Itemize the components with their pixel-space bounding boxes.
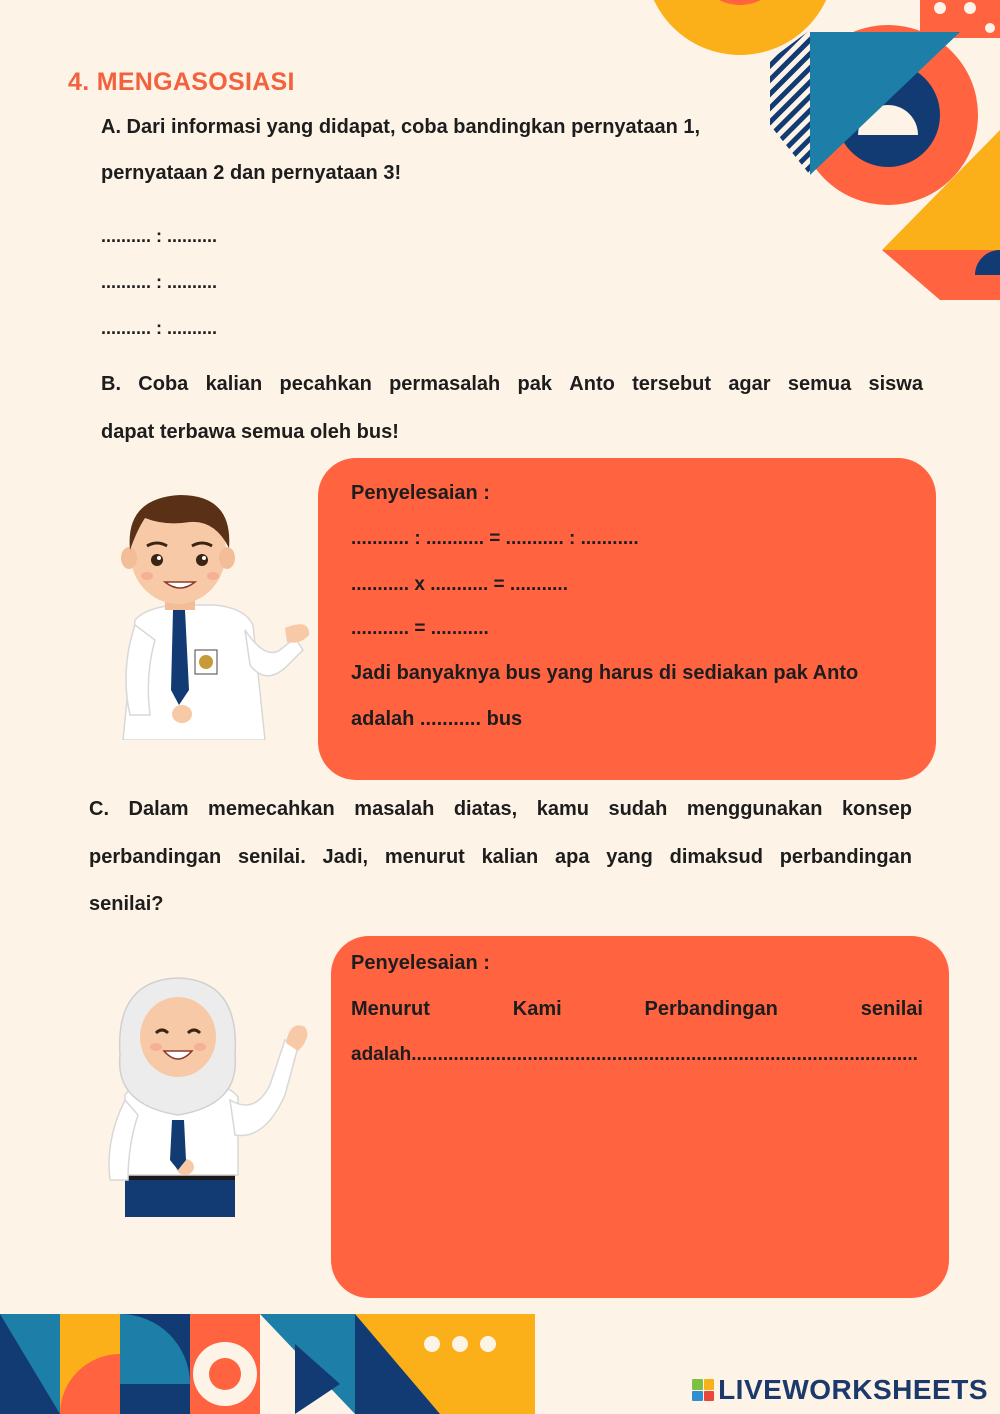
word: C.: [89, 798, 109, 820]
question-b-line-1: [101, 373, 923, 396]
solution-b-equation-2[interactable]: ........... x ........... = ...........: [351, 574, 568, 595]
word: yang: [606, 846, 653, 868]
student-boy-illustration: [105, 490, 315, 740]
answer-blank-1[interactable]: .......... : ..........: [101, 226, 218, 246]
corner-decoration-bottom: [0, 1314, 535, 1414]
question-c-line-3: senilai?: [89, 893, 164, 915]
word: Menurut: [351, 998, 430, 1020]
word: menurut: [384, 846, 465, 868]
solution-b-equation-3[interactable]: ........... = ...........: [351, 618, 489, 639]
solution-c-line-1: [351, 998, 923, 1021]
word: Dalam: [128, 798, 189, 820]
solution-b-equation-1[interactable]: ........... : ........... = ........... : ...........: [351, 528, 639, 549]
word: siswa: [868, 373, 923, 395]
word: senilai.: [237, 846, 306, 868]
word: permasalah: [389, 373, 501, 395]
word: Kami: [512, 998, 562, 1020]
word: B.: [101, 373, 121, 395]
word: menggunakan: [686, 798, 823, 820]
solution-c-answer-line[interactable]: adalah................................................................................................: [351, 1044, 918, 1065]
word: semua: [787, 373, 852, 395]
solution-b-heading: Penyelesaian :: [351, 482, 490, 504]
question-c-line-2: [89, 846, 912, 869]
liveworksheets-icon: [692, 1379, 714, 1401]
liveworksheets-logo: [692, 1374, 988, 1406]
word: konsep: [841, 798, 912, 820]
word: apa: [555, 846, 590, 868]
answer-blank-3[interactable]: .......... : ..........: [101, 318, 218, 338]
word: senilai: [860, 998, 923, 1020]
question-c-line-1: [89, 798, 912, 821]
word: pecahkan: [279, 373, 372, 395]
question-b-line-2: dapat terbawa semua oleh bus!: [101, 421, 399, 443]
corner-decoration-top: [620, 0, 1000, 300]
section-title: 4. MENGASOSIASI: [68, 68, 295, 96]
word: Perbandingan: [644, 998, 778, 1020]
word: tersebut: [632, 373, 712, 395]
question-a-line-1: A. Dari informasi yang didapat, coba bandingkan pernyataan 1,: [101, 116, 701, 138]
word: perbandingan: [779, 846, 912, 868]
word: dimaksud: [669, 846, 763, 868]
word: kalian: [205, 373, 263, 395]
liveworksheets-text: LIVEWORKSHEETS: [718, 1374, 988, 1405]
word: Coba: [138, 373, 189, 395]
word: kalian: [481, 846, 539, 868]
word: sudah: [608, 798, 668, 820]
word: kamu: [536, 798, 589, 820]
student-girl-illustration: [100, 975, 320, 1220]
answer-blank-2[interactable]: .......... : ..........: [101, 272, 218, 292]
solution-box-c: [331, 936, 949, 1298]
word: Anto: [569, 373, 615, 395]
solution-c-heading: Penyelesaian :: [351, 952, 490, 974]
word: agar: [728, 373, 771, 395]
question-a-line-2: pernyataan 2 dan pernyataan 3!: [101, 162, 402, 184]
solution-b-conclusion-line-2[interactable]: adalah ........... bus: [351, 708, 523, 730]
word: perbandingan: [89, 846, 222, 868]
solution-box-b: [318, 458, 936, 780]
word: memecahkan: [208, 798, 335, 820]
solution-b-conclusion-line-1: Jadi banyaknya bus yang harus di sediakan pak Anto: [351, 662, 859, 684]
word: diatas,: [453, 798, 518, 820]
word: Jadi,: [322, 846, 369, 868]
word: pak: [517, 373, 553, 395]
word: masalah: [354, 798, 435, 820]
